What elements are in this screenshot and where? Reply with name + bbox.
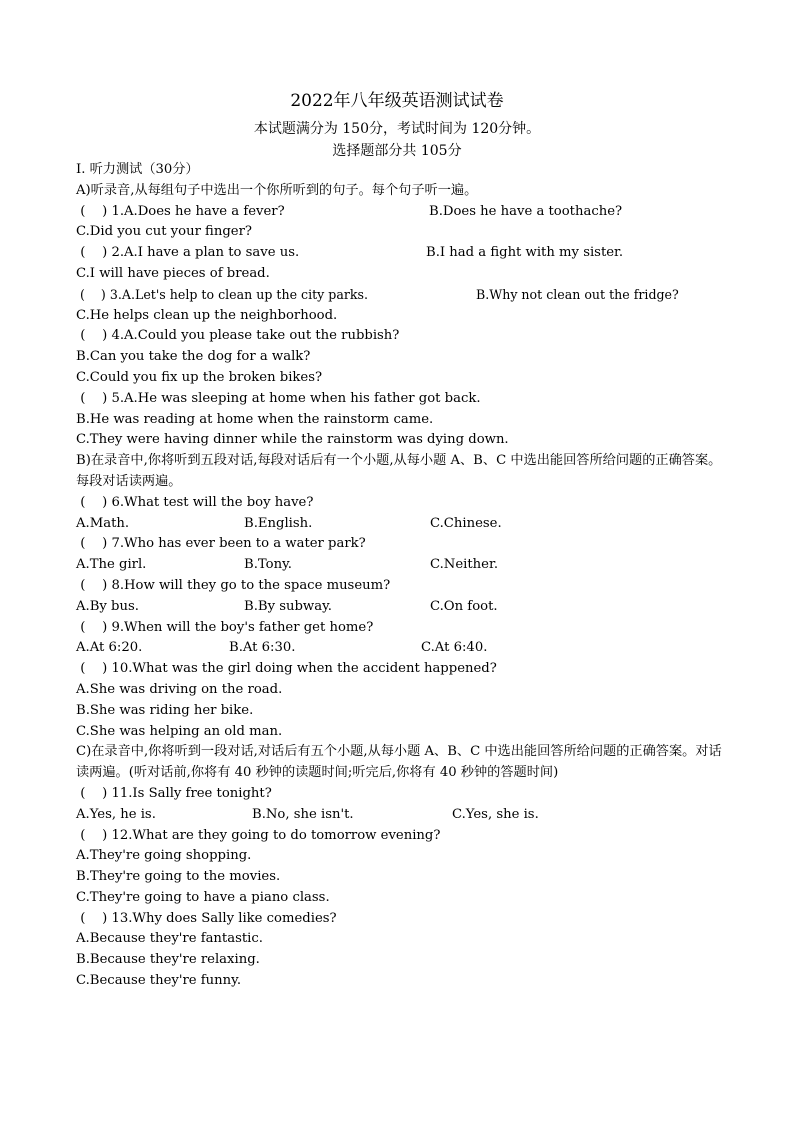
question-12-stem: ( ) 12.What are they going to do tomorrow evening?: [76, 827, 441, 843]
question-7-option-c: C.Neither.: [430, 557, 499, 573]
question-7-stem: ( ) 7.Who has ever been to a water park?: [76, 536, 366, 552]
question-10-option-a: A.She was driving on the road.: [76, 681, 283, 697]
question-1-option-a: ( ) 1.A.Does he have a fever?: [76, 203, 285, 219]
section-b-instruction-2: 每段对话读两遍。: [76, 473, 182, 489]
question-4-option-c: C.Could you fix up the broken bikes?: [76, 369, 323, 385]
question-11-option-a: A.Yes, he is.: [76, 806, 156, 822]
question-9-stem: ( ) 9.When will the boy's father get home?: [76, 619, 374, 635]
question-13-stem: ( ) 13.Why does Sally like comedies?: [76, 910, 337, 926]
question-9-option-a: A.At 6:20.: [76, 640, 143, 656]
question-6-stem: ( ) 6.What test will the boy have?: [76, 494, 314, 510]
question-9-option-c: C.At 6:40.: [421, 640, 488, 656]
question-6-option-c: C.Chinese.: [430, 515, 502, 531]
question-2-option-c: C.I will have pieces of bread.: [76, 265, 270, 281]
question-10-stem: ( ) 10.What was the girl doing when the accident happened?: [76, 661, 497, 677]
question-13-option-a: A.Because they're fantastic.: [76, 931, 263, 947]
section-heading-listening: I. 听力测试（30分）: [76, 162, 199, 177]
question-3-option-a: ( ) 3.A.Let's help to clean up the city parks.: [76, 286, 368, 302]
question-6-option-b: B.English.: [244, 515, 313, 531]
question-3-option-c: C.He helps clean up the neighborhood.: [76, 307, 338, 323]
question-2-option-b: B.I had a fight with my sister.: [426, 245, 624, 261]
question-11-stem: ( ) 11.Is Sally free tonight?: [76, 785, 272, 801]
question-1-option-c: C.Did you cut your finger?: [76, 224, 252, 240]
question-5-option-b: B.He was reading at home when the rainstorm came.: [76, 411, 434, 427]
question-12-option-b: B.They're going to the movies.: [76, 869, 281, 885]
question-1: [76, 202, 736, 223]
section-b-instruction: B)在录音中,你将听到五段对话,每段对话后有一个小题,从每小题 A、B、C 中选出能回答所给问题的正确答案。: [76, 453, 722, 469]
question-12-option-a: A.They're going shopping.: [76, 848, 252, 864]
question-4-option-a: ( ) 4.A.Could you please take out the rubbish?: [76, 328, 400, 344]
question-11-option-b: B.No, she isn't.: [252, 806, 354, 822]
question-11-options: [76, 805, 736, 826]
question-8-options: [76, 597, 736, 618]
question-7-option-b: B.Tony.: [244, 557, 292, 573]
section-c-instruction: C)在录音中,你将听到一段对话,对话后有五个小题,从每小题 A、B、C 中选出能回答所给问题的正确答案。对话: [76, 744, 722, 760]
exam-subtitle-score: 本试题满分为 150分，考试时间为 120分钟。: [253, 121, 541, 137]
question-8-option-a: A.By bus.: [76, 598, 139, 614]
exam-body: [76, 160, 736, 992]
question-5-option-c: C.They were having dinner while the rainstorm was dying down.: [76, 432, 509, 448]
question-2: [76, 243, 736, 264]
question-10-option-b: B.She was riding her bike.: [76, 702, 254, 718]
question-9-option-b: B.At 6:30.: [229, 640, 296, 656]
question-6-options: [76, 514, 736, 535]
question-8-stem: ( ) 8.How will they go to the space museum?: [76, 577, 391, 593]
question-8-option-c: C.On foot.: [430, 598, 498, 614]
question-6-option-a: A.Math.: [76, 515, 130, 531]
exam-subtitle-choice: 选择题部分共 105分: [332, 143, 462, 159]
question-7-option-a: A.The girl.: [76, 557, 147, 573]
question-3: [76, 285, 736, 306]
exam-title: 2022年八年级英语测试试卷: [290, 91, 504, 111]
section-a-instruction: A)听录音,从每组句子中选出一个你所听到的句子。每个句子听一遍。: [76, 182, 478, 198]
question-13-option-b: B.Because they're relaxing.: [76, 952, 260, 968]
question-8-option-b: B.By subway.: [244, 598, 332, 614]
question-9-options: [76, 638, 736, 659]
question-1-option-b: B.Does he have a toothache?: [429, 203, 623, 219]
question-11-option-c: C.Yes, she is.: [452, 806, 539, 822]
question-12-option-c: C.They're going to have a piano class.: [76, 889, 330, 905]
question-7-options: [76, 555, 736, 576]
question-3-option-b: B.Why not clean out the fridge?: [476, 286, 679, 302]
question-13-option-c: C.Because they're funny.: [76, 973, 242, 989]
question-10-option-c: C.She was helping an old man.: [76, 723, 283, 739]
question-5-option-a: ( ) 5.A.He was sleeping at home when his father got back.: [76, 390, 481, 406]
question-2-option-a: ( ) 2.A.I have a plan to save us.: [76, 245, 300, 261]
question-4-option-b: B.Can you take the dog for a walk?: [76, 349, 311, 365]
section-c-instruction-2: 读两遍。(听对话前,你将有 40 秒钟的读题时间;听完后,你将有 40 秒钟的答题时间): [76, 765, 559, 781]
